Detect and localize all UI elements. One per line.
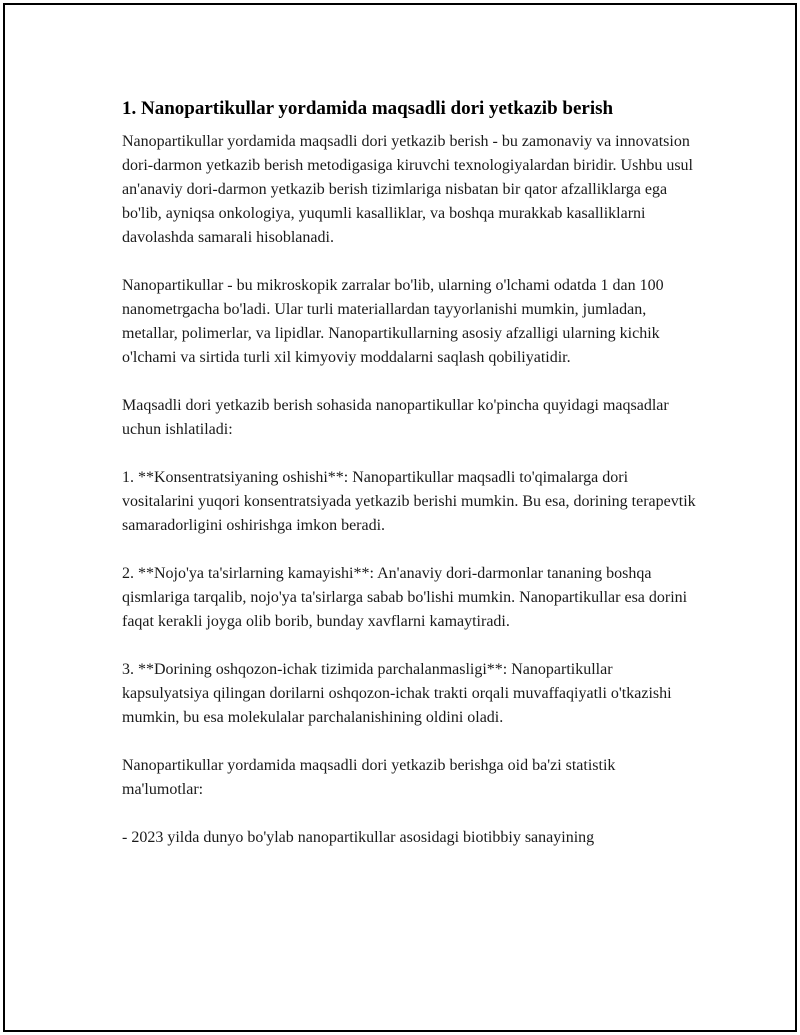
list-item-concentration: 1. **Konsentratsiyaning oshishi**: Nanopartikullar maqsadli to'qimalarga dori vositalarini yuqori konsentratsiyada yetkazib berishi mumkin. Bu esa, dorining terapevtik samaradorligini oshirishga imkon beradi. bbox=[122, 469, 696, 534]
section-heading: 1. Nanopartikullar yordamida maqsadli dori yetkazib berish bbox=[122, 98, 614, 119]
list-item-side-effects: 2. **Nojo'ya ta'sirlarning kamayishi**: An'anaviy dori-darmonlar tananing boshqa qismlariga tarqalib, nojo'ya ta'sirlarga sabab bo'lishi mumkin. Nanopartikullar esa dorini faqat kerakli joyga olib borib, bunday xavflarni kamaytiradi. bbox=[122, 565, 688, 630]
list-item-statistic: - 2023 yilda dunyo bo'ylab nanopartikullar asosidagi biotibbiy sanayining bbox=[122, 829, 595, 846]
paragraph-intro: Nanopartikullar yordamida maqsadli dori yetkazib berish - bu zamonaviy va innovatsion dori-darmon yetkazib berish metodigasiga kiruvchi texnologiyalardan biridir. Ushbu usul an'anaviy dori-darmon yetkazib berish tizimlariga nisbatan bir qator afzalliklarga ega bo'lib, ayniqsa onkologiya, yuqumli kasalliklar, va boshqa murakkab kasalliklarni davolashda samarali hisoblanadi. bbox=[122, 133, 693, 246]
document-page bbox=[3, 3, 797, 1032]
document-body bbox=[122, 96, 697, 850]
paragraph-statistics-intro: Nanopartikullar yordamida maqsadli dori yetkazib berishga oid ba'zi statistik ma'lumotlar: bbox=[122, 757, 616, 798]
paragraph-definition: Nanopartikullar - bu mikroskopik zarralar bo'lib, ularning o'lchami odatda 1 dan 100 nanometrgacha bo'ladi. Ular turli materiallardan tayyorlanishi mumkin, jumladan, metallar, polimerlar, va lipidlar. Nanopartikullarning asosiy afzalligi ularning kichik o'lchami va sirtida turli xil kimyoviy moddalarni saqlash qobiliyatidir. bbox=[122, 277, 664, 366]
paragraph-purposes-intro: Maqsadli dori yetkazib berish sohasida nanopartikullar ko'pincha quyidagi maqsadlar uchun ishlatiladi: bbox=[122, 397, 669, 438]
list-item-degradation: 3. **Dorining oshqozon-ichak tizimida parchalanmasligi**: Nanopartikullar kapsulyatsiya qilingan dorilarni oshqozon-ichak trakti orqali muvaffaqiyatli o'tkazishi mumkin, bu esa molekulalar parchalanishining oldini oladi. bbox=[122, 661, 672, 726]
